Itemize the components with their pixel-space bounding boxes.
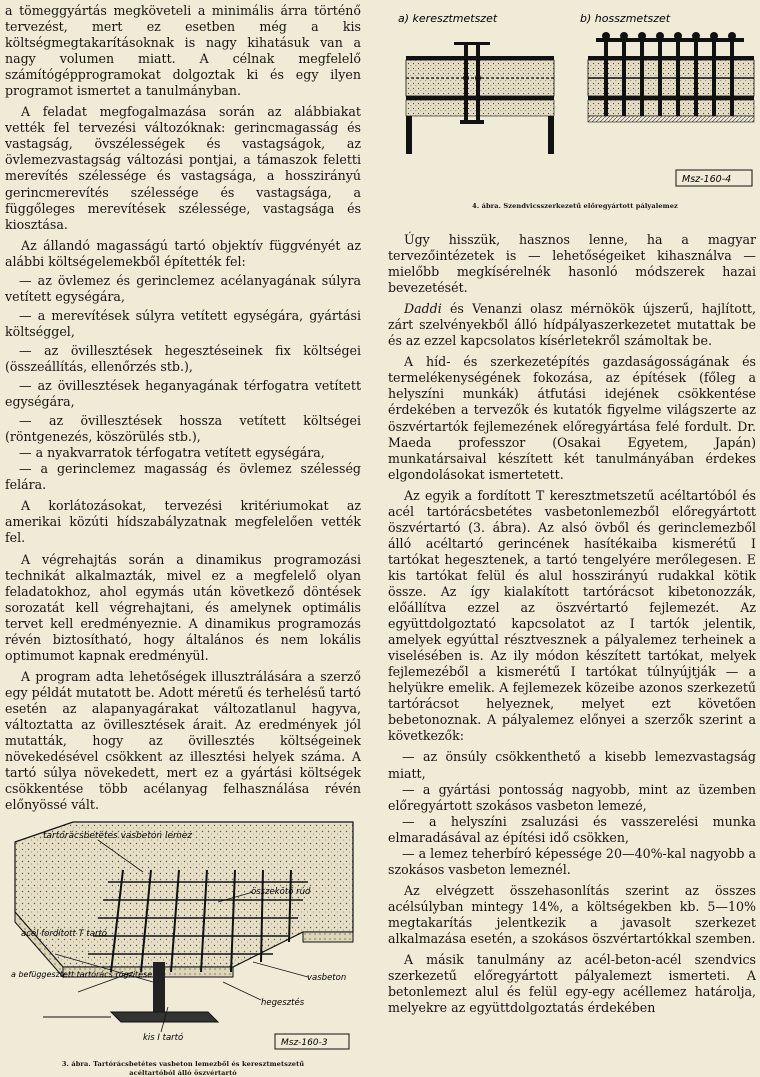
label-inverted-t — [21, 928, 107, 939]
paragraph: a tömeggyártás megköveteli a minimális árra történő tervezést, mert ez esetben még a kis költségmegtakarításoknak is nagy kihatásuk van a nagy volumen miatt. A célnak megfelelő számítógépprogramokat dolgoztak ki és egy ilyen programot ismertet a tanulmányban. — [5, 3, 361, 99]
list-item: — az övillesztések heganyagának térfogatra vetített egységára, — [5, 378, 361, 410]
figure-4-drawing — [392, 2, 758, 194]
paragraph: Az állandó magasságú tartó objektív függvényét az alábbi költségelemekből építették fel: — [5, 238, 361, 270]
list-item: — az övillesztések hossza vetített költségei (röntgenezés, köszörülés stb.), — [5, 413, 361, 445]
right-column — [388, 232, 756, 1016]
list-item: — a lemez teherbíró képessége 20—40%-kal nagyobb a szokásos vasbeton lemeznél. — [388, 846, 756, 878]
list-item: — a helyszíni zsaluzási és vasszerelési munka elmaradásával az építési idő csökken, — [388, 814, 756, 846]
label-slab: tartórácsbetétes vasbeton lemez — [43, 830, 192, 841]
figure-3-code: Msz-160-3 — [281, 1038, 328, 1048]
figure-4-label-a: a) keresztmetszet — [398, 12, 498, 25]
list-item: — a merevítések súlyra vetített egységára, gyártási költséggel, — [5, 308, 361, 340]
paragraph: Az egyik a fordított T keresztmetszetű acéltartóból és acél tartórácsbetétes vasbetonlemezből előregyártott öszvértartó (3. ábra). Az alsó övből és gerinclemezből álló acéltartó gerincének hasítékaiba kismerétű I tartókat hegesztenek, a tartó tengelyére merőlegesen. E kis tartókat felül és alul hosszirányú rudakkal kötik össze. Az így kialakított tartórácsot kibetonozzák, előállítva ezzel az öszvértartó fejlemezét. Az együttdolgoztató kapcsolatot az I tartók jelentik, amelyek egyúttal résztvesznek a pályalemez terheinek a viselésében is. Az ily módon készített tartókat, melyek fejlemezéből a kismerétű I tartókat túlnyújtják — a helyükre emelik. A fejlemezek közeibe azonos szerkezetű tartórácsot helyeznek, melyet ezt követően bebetonoznak. A pályalemez előnyei a szerzők szerint a következők: — [388, 488, 756, 745]
figure-4 — [392, 2, 758, 214]
label-concrete: vasbeton — [307, 973, 346, 983]
paragraph: A végrehajtás során a dinamikus programozási technikát alkalmazták, mivel ez a megfelelő olyan feladatokhoz, ahol egymás után következő döntések sorozatát kell végrehajtani, és amelynek optimális tervet kell eredményeznie. A dinamikus programozás révén biztosítható, hogy általános és nem lokális optimumot kapnak eredményül. — [5, 552, 361, 664]
figure-3-caption-line1: 3. ábra. Tartórácsbetétes vasbeton lemezből és keresztmetszetű — [3, 1060, 363, 1069]
label-small-i: kis I tartó — [143, 1032, 183, 1043]
list-item: — a gyártási pontosság nagyobb, mint az üzemben előregyártott szokásos vasbeton lemezé, — [388, 782, 756, 814]
paragraph: A híd- és szerkezetépítés gazdaságosságának és termelékenységének fokozása, az építések (főleg a helyszíni munkák) átfutási idejének csökkentése érdekében a tervezők és kutatók figyelme világszerte az öszvértartók fejlemezének előregyártása felé fordult. Dr. Maeda professzor (Osakai Egyetem, Japán) munkatársaival készített két tanulmányában érdekes elgondolásokat ismertetett. — [388, 354, 756, 482]
paragraph: A program adta lehetőségek illusztrálására a szerző egy példát mutatott be. Adott méretű és terhelésű tartó esetén az alapanyagárakat változatlanul hagyva, változtatta az övillesztések árait. Az eredmények jól mutatták, hogy az övillesztés költségeinek növekedésével csökkent az illesztési helyek száma. A tartó súlya növekedett, mert ez a gyártási költségek csökkentése több acélanyag felhasználása révén előnyössé vált. — [5, 669, 361, 813]
label-welded-grid: a befüggesztett tartórács rögzítése — [11, 969, 152, 979]
paragraph — [388, 301, 756, 349]
label-inverted-t-text: acél fordított T tartó — [21, 928, 107, 939]
left-column — [5, 0, 361, 813]
author-name: Daddi — [404, 301, 442, 316]
paragraph: A korlátozásokat, tervezési kritériumokat az amerikai közúti hídszabályzatnak megfelelően vették fel. — [5, 498, 361, 546]
longitudinal-section — [588, 32, 754, 122]
paragraph: A feladat megfogalmazása során az alábbiakat vették fel tervezési változóknak: gerincmagasság és vastagság, övszélességek és vastagságok, az övlemezvastagság változási pontjai, a támaszok feletti merevítés szélessége és vastagsága, a hosszirányú gerincmerevítés szélessége és vastagsága, a függőleges merevítések szélessége, vastagsága és kiosztása. — [5, 104, 361, 232]
figure-3-caption-line2: acéltartóból álló öszvértartó — [3, 1069, 363, 1077]
list-item: — az övillesztések hegesztéseinek fix költségei (összeállítás, ellenőrzés stb.), — [5, 343, 361, 375]
paragraph-text: és Venanzi olasz mérnökök újszerű, hajlított, zárt szelvényekből álló hídpályaszerkezetet mutattak be és az ezzel kapcsolatos kísérletekről számoltak be. — [388, 301, 756, 348]
paragraph: Úgy hisszük, hasznos lenne, ha a magyar tervezőintézetek is — lehetőségeiket kihasználva — mielőbb megkísérelnék hasonló módszerek hazai bevezetését. — [388, 232, 756, 296]
list-item: — a gerinclemez magasság és övlemez szélesség felára. — [5, 461, 361, 493]
list-item: — az önsúly csökkenthető a kisebb lemezvastagság miatt, — [388, 749, 756, 781]
figure-4-caption: 4. ábra. Szendvicsszerkezetű előregyártott pályalemez — [392, 202, 758, 211]
figure-3-drawing — [3, 812, 363, 1052]
figure-3-caption — [3, 1060, 363, 1077]
figure-3 — [3, 812, 363, 1074]
label-weld: hegesztés — [261, 997, 305, 1008]
cross-section — [406, 42, 554, 154]
paragraph: Az elvégzett összehasonlítás szerint az összes acélsúlyban mintegy 14%, a költségekben kb. 5—10% megtakarítás jelentkezik a javasolt szerkezet alkalmazása esetén, a szokásos öszvértartókkal szemben. — [388, 883, 756, 947]
list-item: — az övlemez és gerinclemez acélanyagának súlyra vetített egységára, — [5, 273, 361, 305]
list-item: — a nyakvarratok térfogatra vetített egységára, — [5, 445, 361, 461]
label-connector: összekötő rúd — [251, 887, 311, 897]
figure-4-label-b: b) hosszmetszet — [580, 12, 671, 25]
figure-4-code: Msz-160-4 — [682, 174, 731, 185]
paragraph: A másik tanulmány az acél-beton-acél szendvics szerkezetű előregyártott pályalemezt ismerteti. A betonlemezt alul és felül egy-egy acéllemez határolja, melyekre az együttdolgoztatás érdekében — [388, 952, 756, 1016]
